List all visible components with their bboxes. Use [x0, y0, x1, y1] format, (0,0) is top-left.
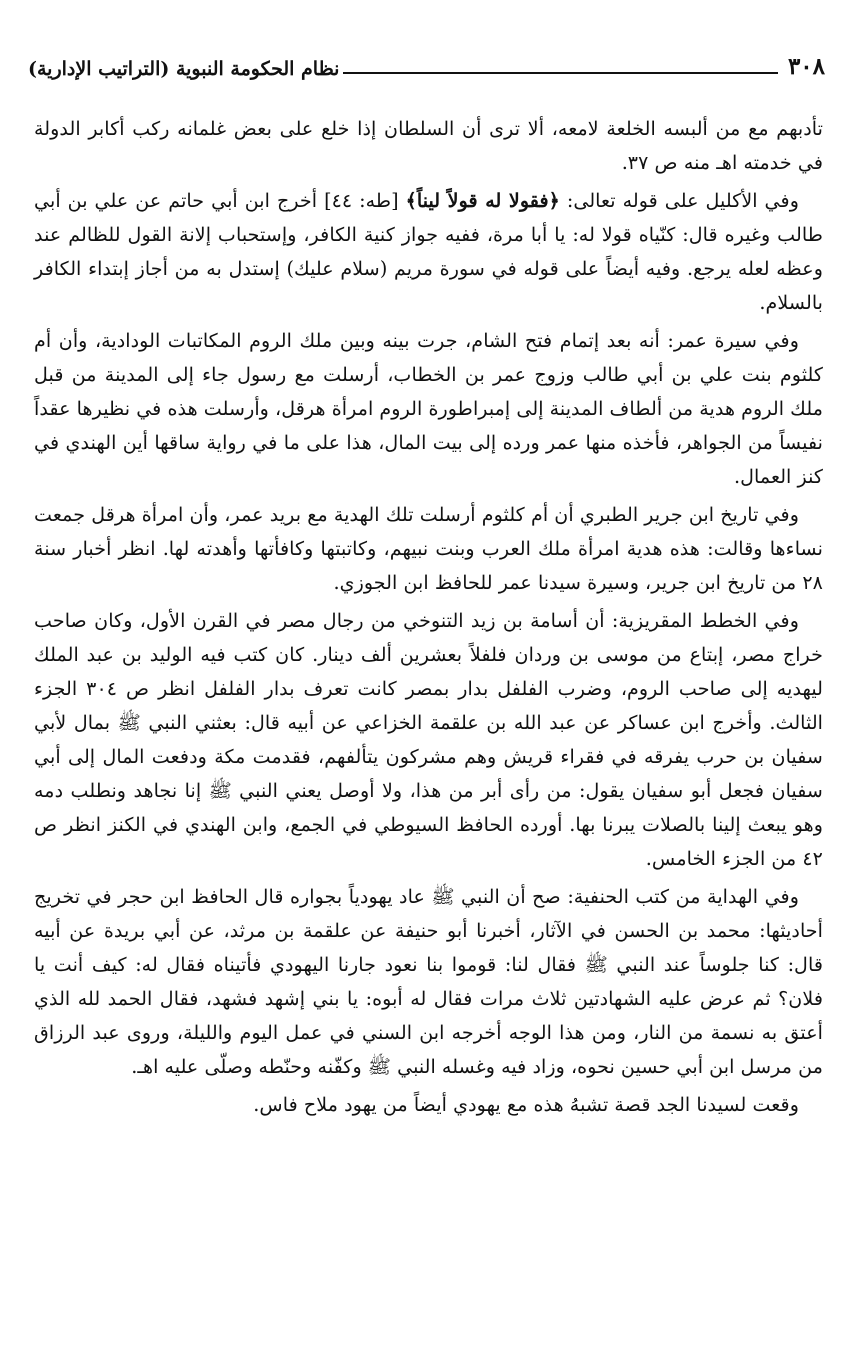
paragraph-rest: [طه: ٤٤] أخرج ابن أبي حاتم عن علي بن أبي طالب وغيره قال: كنّياه قولا له: يا أبا مرة، ففيه جواز كنية الكافر، وإستحباب إلانة القول للظالم عند وعظه لعله يرجع. وفيه أيضاً على قوله في سورة مريم (سلام عليك) إستدل به من أجاز إبتداء الكافر بالسلام. [34, 189, 823, 314]
page-number: ٣٠٨ [787, 53, 825, 80]
body-text [34, 112, 823, 1126]
page-header [28, 40, 825, 80]
paragraph: وفي الخطط المقريزية: أن أسامة بن زيد التنوخي من رجال مصر في القرن الأول، وكان صاحب خراج مصر، إبتاع من موسى بن وردان فلفلاً بعشرين ألف دينار. كان كتب فيه الوليد بن عبد الملك ليهديه إلى صاحب الروم، وضرب الفلفل بدار بمصر كانت تعرف بدار الفلفل انظر ص ٣٠٤ الجزء الثالث. وأخرج ابن عساكر عن عبد الله بن علقمة الخزاعي عن أبيه قال: بعثني النبي ﷺ بمال لأبي سفيان بن حرب يفرقه في فقراء قريش وهم مشركون يتألفهم، فقدمت مكة ودفعت المال إلى أبي سفيان فجعل أبو سفيان يقول: من رأى أبر من هذا، ولا أوصل يعني النبي ﷺ إنا نجاهد ونطلب دمه وهو يبعث إلينا بالصلات يبرنا بها. أورده الحافظ السيوطي في الجمع، وابن الهندي في الكنز انظر ص ٤٢ من الجزء الخامس. [34, 609, 823, 870]
paragraph [34, 184, 823, 320]
quran-verse: ﴿فقولا له قولاً ليناً﴾ [405, 189, 560, 212]
paragraph: تأدبهم مع من ألبسه الخلعة لامعه، ألا ترى أن السلطان إذا خلع على بعض غلمانه ركب أكابر الدولة في خدمته اهـ منه ص ٣٧. [34, 117, 823, 174]
paragraph: وفي تاريخ ابن جرير الطبري أن أم كلثوم أرسلت تلك الهدية مع بريد عمر، وأن امرأة هرقل جمعت نساءها وقالت: هذه هدية امرأة ملك العرب وبنت نبيهم، وكاتبتها وكافأتها وأهدته لها. انظر أخبار سنة ٢٨ من تاريخ ابن جرير، وسيرة سيدنا عمر للحافظ ابن الجوزي. [34, 503, 823, 594]
paragraph: وقعت لسيدنا الجد قصة تشبهُ هذه مع يهودي أيضاً من يهود ملاح فاس. [253, 1093, 799, 1116]
paragraph: وفي سيرة عمر: أنه بعد إتمام فتح الشام، جرت بينه وبين ملك الروم المكاتبات الودادية، وأن أم كلثوم بنت علي بن أبي طالب وزوج عمر بن الخطاب، أرسلت مع رسول جاء إلى المدينة من قبل ملك الروم هدية من ألطاف المدينة إلى إمبراطورة الروم امرأة هرقل، وأرسلت هذه في نظيرها عقداً نفيساً من الجواهر، فأخذه منها عمر ورده إلى بيت المال، هذا على ما في رواية ساقها أين الهندي في كنز العمال. [34, 329, 823, 488]
paragraph-lead: وفي الأكليل على قوله تعالى: [559, 189, 799, 212]
header-rule [343, 72, 777, 74]
paragraph: وفي الهداية من كتب الحنفية: صح أن النبي ﷺ عاد يهودياً بجواره قال الحافظ ابن حجر في تخريج أحاديثها: محمد بن الحسن في الآثار، أخبرنا أبو حنيفة عن علقمة بن مرثد، عن أبي بريدة عن أبيه قال: كنا جلوساً عند النبي ﷺ فقال لنا: قوموا بنا نعود جارنا اليهودي فأتيناه فقال له: كيف أنت يا فلان؟ ثم عرض عليه الشهادتين ثلاث مرات فقال له أبوه: يا بني إشهد فشهد، فقال الحمد لله الذي أعتق به نسمة من النار، ومن هذا الوجه أخرجه ابن السني في عمل اليوم والليلة، وروى عبد الرزاق من مرسل ابن أبي حسين نحوه، وزاد فيه وغسله النبي ﷺ وكفّنه وحنّطه وصلّى عليه اهـ. [34, 885, 823, 1078]
running-title: نظام الحكومة النبوية (التراتيب الإدارية) [28, 58, 340, 80]
